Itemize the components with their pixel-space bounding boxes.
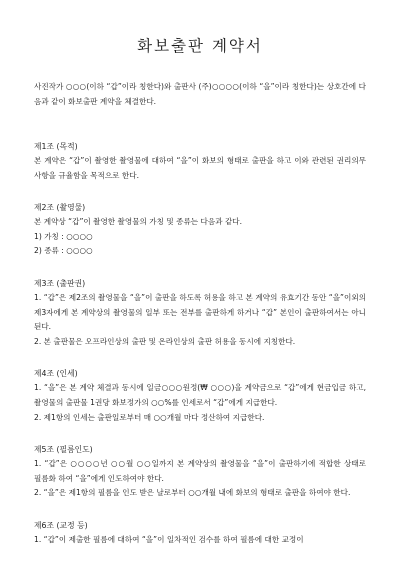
article-5 bbox=[34, 443, 366, 501]
article-line: 1. “을”은 본 계약 체결과 동시에 일금○○○원정(₩ ○○○)을 계약금으로 “갑”에게 현금입금 하고, 촬영물의 출판물 1권당 화보정가의 ○○%를 인세로서 “갑”에게 지급한다. bbox=[34, 383, 366, 407]
article-line: 1. “갑”은 ○○○○년 ○○월 ○○일까지 본 계약상의 촬영물을 “을”이 출판하기에 적합한 상태로 필름화 하여 “을”에게 인도하여야 한다. bbox=[34, 459, 366, 483]
article-line: 본 계약은 “갑”이 촬영한 촬영물에 대하여 “을”이 화보의 형태로 출판을 하고 이와 관련된 권리의무 사항을 규율함을 목적으로 한다. bbox=[34, 156, 366, 180]
article-3 bbox=[34, 277, 366, 349]
article-heading: 제4조 (인세) bbox=[34, 369, 78, 379]
article-heading: 제1조 (목적) bbox=[34, 142, 78, 151]
document-title: 화보출판 계약서 bbox=[137, 37, 263, 55]
article-line: 1) 가칭 : ○○○○ bbox=[34, 231, 93, 241]
article-1 bbox=[34, 140, 366, 183]
article-line: 본 계약상 “갑”이 촬영한 촬영물의 가칭 및 종류는 다음과 같다. bbox=[34, 217, 243, 227]
article-heading: 제6조 (교정 등) bbox=[34, 520, 88, 530]
article-line: 2. 본 출판물은 오프라인상의 출판 및 온라인상의 출판 허용을 동시에 지칭한다. bbox=[34, 336, 296, 346]
article-6 bbox=[34, 519, 366, 548]
article-line: 2) 종류 : ○○○○ bbox=[34, 246, 93, 256]
article-4 bbox=[34, 367, 366, 425]
intro-paragraph: 사진작가 ○○○(이하 “갑”이라 칭한다)와 출판사 (주)○○○○(이하 “을”이라 칭한다)는 상호간에 다음과 같이 화보출판 계약을 체결한다. bbox=[34, 82, 366, 106]
article-line: 1. “갑”은 제2조의 촬영물을 “을”이 출판을 하도록 허용을 하고 본 계약의 유효기간 동안 “을”이외의 제3자에게 본 계약상의 촬영물의 일부 또는 전부를 출판하게 하거나 “갑” 본인이 출판하여서는 아니 된다. bbox=[34, 292, 366, 332]
article-2 bbox=[34, 201, 366, 259]
article-line: 2. 제1항의 인세는 출판일로부터 매 ○○개월 마다 정산하여 지급한다. bbox=[34, 412, 265, 422]
article-line: 2. “을”은 제1항의 필름을 인도 받은 날로부터 ○○개월 내에 화보의 형태로 출판을 하여야 한다. bbox=[34, 488, 351, 498]
article-heading: 제2조 (촬영물) bbox=[34, 203, 86, 213]
article-heading: 제3조 (출판권) bbox=[34, 278, 86, 288]
article-heading: 제5조 (필름인도) bbox=[34, 445, 93, 455]
article-line: 1. “갑”이 제출한 필름에 대하여 “을”이 일차적인 검수를 하여 필름에 대한 교정이 bbox=[34, 534, 304, 544]
